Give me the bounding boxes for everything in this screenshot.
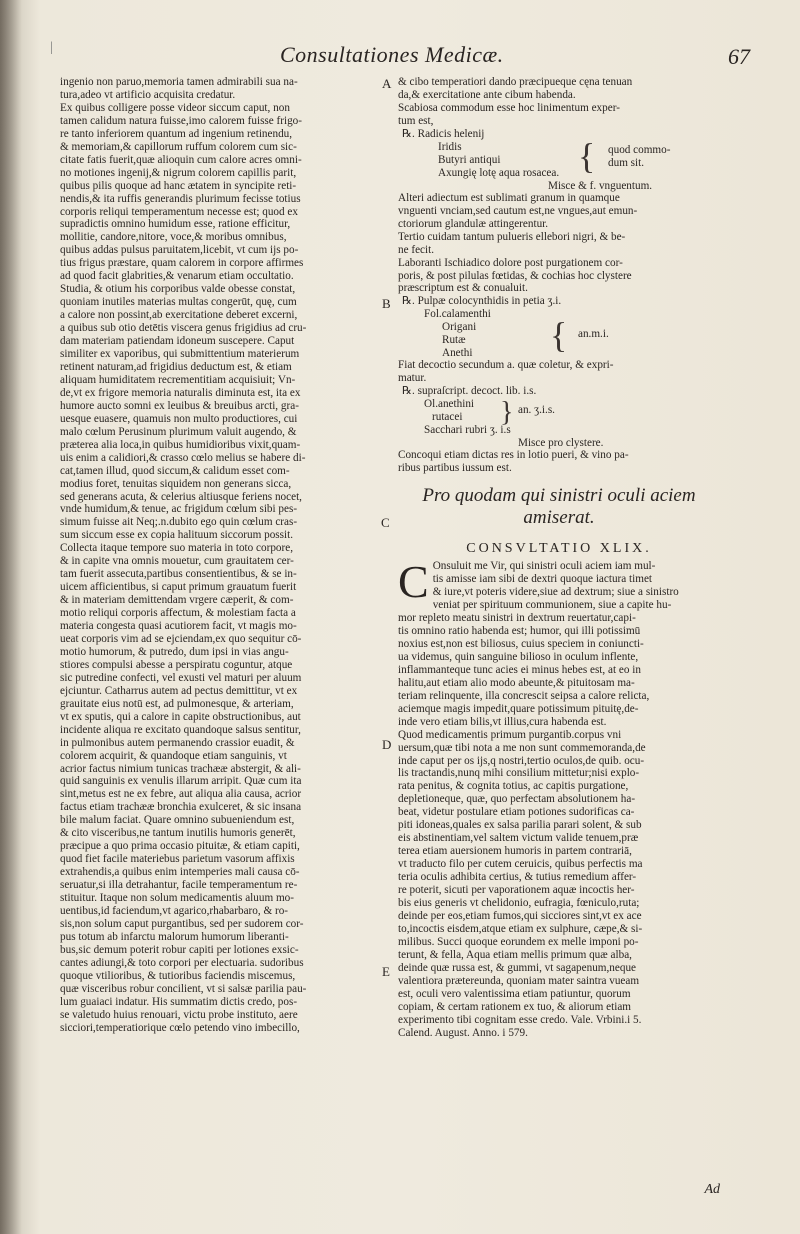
text-line: Concoqui etiam dictas res in lotio pueri, & vino pa- <box>398 449 629 462</box>
text-line: cat,tamen illud, quod siccum,& calidum esset com- <box>60 464 290 477</box>
consultation-body <box>398 556 720 1039</box>
text-line: copiam, & certam rationem ex tuo, & aliorum etiam <box>398 1000 631 1013</box>
recipe-note: an.m.i. <box>578 328 609 341</box>
text-line: quæ visceribus robur concilient, vt si salsæ parilia pau- <box>60 982 307 995</box>
text-line: Fiat decoctio secundum a. quæ coletur, & expri- <box>398 359 614 372</box>
text-line: Studia, & otium his corporibus valde obesse constat, <box>60 283 296 296</box>
text-line: pus totum ab infarctu malorum humorum liberanti- <box>60 930 289 943</box>
text-line: uicem afficientibus, si caput primum grauatum fuerit <box>60 581 297 594</box>
text-line: & cito visceribus,ne tantum inutilis humoris generēt, <box>60 827 296 840</box>
text-line: poris, & post pilulas fœtidas, & cochias hoc clystere <box>398 269 632 282</box>
text-line: deinde per eos,etiam fumos,qui sicciores sint,vt ex ace <box>398 909 642 922</box>
text-line: inde caput per os ijs,q nostri,tertio oculos,de quib. ocu- <box>398 754 645 767</box>
text-line: ejciuntur. Catharrus autem ad pectus demittitur, vt ex <box>60 684 298 697</box>
margin-letter-a: A <box>382 76 392 91</box>
text-line: bus,sic demum poterit robur capiti per lotiones exsic- <box>60 943 299 956</box>
text-line: quibus addas pulsus paruitatem,licebit, vt cum ijs po- <box>60 244 299 257</box>
consultation-lines <box>398 556 720 1039</box>
text-line: modius foret, tenuitas siquidem non generans sicca, <box>60 477 292 490</box>
brace-icon: { <box>578 135 596 176</box>
running-title: Consultationes Medicæ. <box>280 42 504 67</box>
text-line: factus etiam trachææ bronchia exulceret, & sic insana <box>60 801 302 814</box>
text-line: experimento tibi cognitam esse credo. Vale. Vrbini.i 5. <box>398 1013 642 1026</box>
text-line: tum est, <box>398 114 434 127</box>
text-line: tamen calidum natura fuisse,imo calorem fuisse frigo- <box>60 114 303 127</box>
recipe-ingredient: rutacei <box>432 411 463 424</box>
text-line: ne fecit. <box>398 243 435 256</box>
text-line: stituitur. Itaque non solum medicamentis aluum mo- <box>60 892 294 905</box>
text-line: & in materiam demittendam vrgere cæperit, & com- <box>60 594 294 607</box>
recipe-ingredient: Rutæ <box>442 334 466 347</box>
text-line: se valetudo huius renouari, victu probe instituto, aere <box>60 1008 298 1021</box>
recipe-rx-line: ℞. supraſcript. decoct. lib. i.s. <box>402 385 537 398</box>
text-line: similiter ex vaporibus, qui submittentium materierum <box>60 348 300 361</box>
recipe-finish: Misce pro clystere. <box>518 437 604 450</box>
text-line: vnguenti vnciam,sed cautum est,ne vngues,aut emun- <box>398 204 638 217</box>
recipe-ingredient: Axungię lotę aqua rosacea. <box>438 166 560 179</box>
text-line: corporis reliqui temperamentum necesse est; quod ex <box>60 205 298 218</box>
text-line: bis eius generis vt chelidonio, eufragia, fœniculo,ruta; <box>398 896 640 909</box>
left-column <box>60 76 378 1035</box>
text-line: quoniam inutiles materias multas congerūt, quę, cum <box>60 296 297 309</box>
recipe-finish: Misce & f. vnguentum. <box>548 179 653 192</box>
recipe-ingredient: Butyri antiqui <box>438 153 501 166</box>
margin-letter-c: C <box>381 515 390 530</box>
text-line: cantes adiungi,& toto corpori per electuaria. sudoribus <box>60 956 304 969</box>
text-line: Collecta itaque tempore suo materia in toto corpore, <box>60 542 293 555</box>
text-line: Ex quibus colligere posse videor siccum caput, non <box>60 101 290 114</box>
text-line: eis abstinentiam,vel saltem victum valide tenuem,præ <box>398 832 639 845</box>
text-line: da,& exercitatione ante cibum habenda. <box>398 88 576 101</box>
text-line: motio humorum, & putredo, dum ipsi in vias angu- <box>60 645 289 658</box>
drop-capital: C <box>398 556 429 608</box>
recipe-note: quod commo- <box>608 143 671 156</box>
text-line: a quibus sub otio detētis viscera genus frigidius ad cru- <box>60 322 307 335</box>
text-line: bile malum faciat. Quare omnino subueniendum est, <box>60 814 295 827</box>
text-line: inflammanteque tunc acies ei minus hebes est, at eo in <box>398 663 641 676</box>
text-line: aliquam humiditatem recrementitiam acquisiuit; Vn- <box>60 373 296 386</box>
text-line: deinde quæ russa est, & gummi, vt sagapenum,neque <box>398 961 637 974</box>
text-line: ingenio non paruo,memoria tamen admirabili sua na- <box>60 76 298 88</box>
text-line: milibus. Succi quoque eorundem ex melle imponi po- <box>398 935 639 948</box>
text-line: piti idoneas,quales ex salsa parilia parari solent, & sub <box>398 819 642 832</box>
text-line: uentibus,id faciendum,vt agarico,rhabarbaro, & ro- <box>60 905 289 917</box>
text-line: colorem acquirit, & quandoque etiam sanguinis, vt <box>60 749 287 762</box>
text-line: grauitate eius notū est, ad pulmonesque, & arteriam, <box>60 697 294 710</box>
text-line: sis,non solum caput purgantibus, sed per sudorem cor- <box>60 917 304 930</box>
text-line: tam fuerit assecuta,partibus consentientibus, & se in- <box>60 568 297 581</box>
text-line: simum fuisse ait Neq;.n.dubito ego quin cœlum cras- <box>60 516 298 529</box>
text-line: a calore non possint,ab exercitatione deberet excerni, <box>60 309 298 322</box>
text-line: Tertio cuidam tantum pulueris ellebori nigri, & be- <box>398 230 626 243</box>
text-line: aciemque magis impedit,quare potissimum pituitę,de- <box>398 702 639 715</box>
text-line: uis enim a calidiori,& crasso cœlo melius se habere di- <box>60 451 306 464</box>
text-line: sum siccum esse ex copia halituum siccorum possit. <box>60 529 294 542</box>
text-line: terea etiam auersionem humoris in partem contrariā, <box>398 845 632 858</box>
text-line: quod fiet facile materiebus parietum vasorum affixis <box>60 853 295 866</box>
corner-mark: | <box>50 40 53 55</box>
recipe-ingredient: Sacchari rubri ʒ. i.s <box>424 424 511 437</box>
text-line: Alteri adiectum est sublimati granum in quamque <box>398 191 620 204</box>
text-line: vnde humidum,& tenue, ac frigidum cœlum sibi pes- <box>60 503 298 516</box>
text-line: re tanto inferiorem quantum ad ingenium retinendu, <box>60 127 293 140</box>
text-line: in pulmonibus autem permanendo crassior euadit, & <box>60 736 295 749</box>
recipe-note: an. ʒ.i.s. <box>518 404 555 417</box>
text-line: mor repleto meatu sinistri in dextrum reuertatur,capi- <box>398 612 636 625</box>
text-line: noxius est,non est biliosus, cuius speciem in coniuncti- <box>398 637 644 650</box>
text-line: lum guaiaci indatur. His summatim dictis credo, pos- <box>60 995 298 1008</box>
text-line: & in capite vna omnis mouetur, cum grauitatem cer- <box>60 555 294 568</box>
right-column <box>398 76 720 1039</box>
brace-icon: } <box>500 397 514 429</box>
text-line: Quod medicamentis primum purgantib.corpus vni <box>398 728 622 741</box>
text-line: Laboranti Ischiadico dolore post purgationem cor- <box>398 256 623 269</box>
recipe-liniment <box>398 128 720 192</box>
recipe-ingredient: Fol.calamenthi <box>424 308 491 321</box>
text-line: tis amisse iam sibi de dextri quoque iactura timet <box>432 573 653 586</box>
text-line: sed generans acuta, & celerius altiusque feriens nocet, <box>60 490 302 503</box>
text-line: extrahendis,a quibus enim intemperies mali causa cō- <box>60 866 300 879</box>
text-line: dam materiam patiendam idoneum suscepere. Caput <box>60 335 295 348</box>
text-line: & iure,vt poteris videre,siue ad dextrum; siue a sinistro <box>432 586 679 599</box>
recipe-rx-line: ℞. Pulpæ colocynthidis in petia ʒ.i. <box>402 295 562 308</box>
margin-letter-d: D <box>382 737 392 752</box>
recipe-instruction <box>398 359 720 385</box>
recipe-ingredient: Origani <box>442 321 477 334</box>
text-line: no motiones ingenij,& nigrum colorem capillis parit, <box>60 166 297 179</box>
margin-letter-e: E <box>382 964 390 979</box>
gutter-shadow <box>0 0 22 1234</box>
text-line: tius frigus præstare, quam calorem in corpore affirmes <box>60 257 304 270</box>
text-line: quid sanguinis ex venulis illarum arripit. Quæ cum ita <box>60 775 302 788</box>
section-title-line: Pro quodam qui sinistri oculi aciem <box>422 485 696 507</box>
recipe-clyster-2 <box>398 385 720 449</box>
text-line: rata penitus, & cognita totius, ac capitis purgatione, <box>398 780 629 793</box>
text-line: teria oculis adhibita certius, & tutius remedium affer- <box>398 871 637 884</box>
text-line: depletioneque, quæ, quo perfectam absolutionem ha- <box>398 793 636 806</box>
margin-letter-b: B <box>382 296 391 311</box>
text-line: matur. <box>398 372 427 385</box>
text-line: vt ex sputis, qui a calore in capite obstructionibus, aut <box>60 710 301 723</box>
text-line: ribus partibus iussum est. <box>398 462 512 475</box>
page-number: 67 <box>728 44 750 69</box>
text-line: humore aucto somni ex leuibus & breuibus arcti, gra- <box>60 399 299 412</box>
text-line: Onsuluit me Vir, qui sinistri oculi aciem iam mul- <box>432 560 656 573</box>
recipe-rx-line: ℞. Radicis helenij <box>402 127 485 140</box>
text-line: uesque euasere, quamuis non multo productiores, cui <box>60 412 298 425</box>
text-line: præterea alia loca,in quibus humidioribus vixit,quam- <box>60 438 301 451</box>
right-after-recipes <box>398 449 720 475</box>
recipe-ingredient: Ol.anethini <box>424 398 475 411</box>
text-line: quibus pilis quoque ad hanc ætatem in syncipite reti- <box>60 179 297 192</box>
text-line: & memoriam,& capillorum ruffum colorem cum sic- <box>60 140 297 153</box>
consultation-heading: CONSVLTATIO XLIX. <box>466 541 652 557</box>
text-line: lis tractandis,nunq mihi consilium mittetur;nisi explo- <box>398 767 640 780</box>
text-line: præscriptum est & conualuit. <box>398 282 528 295</box>
text-line: acrior factus nimium tunicas trachææ abstergit, & ali- <box>60 762 301 775</box>
text-line: tura,adeo vt artificio acquisita credatur. <box>60 88 236 101</box>
text-line: ueat corporis vim ad se ejciendam,ex quo sequitur cō- <box>60 632 302 645</box>
text-line: ad quod facit glabrities,& venarum etiam occultatio. <box>60 270 294 283</box>
text-line: præcipue a quo prima occasio pituitæ, & etiam capiti, <box>60 840 300 853</box>
text-line: beat, videtur postulare etiam potiones sudorificas ca- <box>398 806 635 819</box>
brace-icon: { <box>550 315 568 356</box>
right-intro <box>398 76 720 128</box>
text-line: supradictis omnino humidum esse, ratione efficitur, <box>60 218 291 231</box>
text-line: Calend. August. Anno. i 579. <box>398 1026 528 1039</box>
text-line: sic putredine confecti, vel exusti vel maturi per aluum <box>60 671 302 684</box>
text-line: retinent naturam,ad frigidius deductum est, & etiam <box>60 360 292 373</box>
recipe-ingredient: Anethi <box>442 347 473 360</box>
text-line: teriam relinquente, illa concrescit seipsa a calore relicta, <box>398 689 650 702</box>
recipe-note: dum sit. <box>608 156 645 169</box>
text-line: citate fatis fuerit,quæ alioquin cum calore acres omni- <box>60 153 302 166</box>
catchword: Ad <box>704 1182 720 1197</box>
text-line: sint,metus est ne ex febre, aut aliqua alia causa, acrior <box>60 788 302 801</box>
text-line: seruatur,si illa detrahantur, facile temperamentum re- <box>60 879 298 892</box>
text-line: est, oculi vero valentissima etiam patiuntur, quorum <box>398 987 631 1000</box>
text-line: vt traducto filo per cutem ceruicis, quibus perfectis ma <box>398 858 643 871</box>
text-line: halitu,aut etiam alio modo abeunte,& pituitosam ma- <box>398 676 635 689</box>
text-line: mollitie, candore,nitore, voce,& moribus omnibus, <box>60 231 287 244</box>
text-line: Scabiosa commodum esse hoc linimentum exper- <box>398 101 620 114</box>
text-line: inde vero etiam bilis,vt illius,cura habenda est. <box>398 715 607 728</box>
text-line: ua videmus, quin sanguine bilioso in oculum inflente, <box>398 650 639 663</box>
text-line: sicciori,temperatiorique cœlo petendo vino imbecillo, <box>60 1021 300 1034</box>
text-line: valentiora prætereunda, quoniam mater saintra vueam <box>398 974 640 987</box>
text-line: materia congesta quasi acutiorem facit, vt magis mo- <box>60 620 297 633</box>
section-title-line: amiserat. <box>523 507 595 529</box>
right-middle <box>398 192 720 296</box>
section-title <box>398 485 720 529</box>
text-line: quoque vtilioribus, & tutioribus faciendis miscemus, <box>60 969 296 982</box>
text-line: malo cœlum Perusinum plurimum valuit augendo, & <box>60 425 297 438</box>
page-header <box>30 40 770 74</box>
text-line: uersum,quæ tibi nota a me non sunt commemoranda,de <box>398 741 646 754</box>
text-line: stiores compulsi abesse a perspiratu coguntur, atque <box>60 658 293 671</box>
text-line: de,vt ex frigore memoria naturalis diminuta est, ita ex <box>60 386 301 399</box>
text-line: tis omnino ratio habenda est; humor, qui illi potissimū <box>398 624 641 637</box>
text-line: to,incoctis eisdem,atque etiam ex sulphure, cæpe,& si- <box>398 922 643 935</box>
text-line: nendis,& ita ruffis generandis plurimum fecisse totius <box>60 192 301 205</box>
text-line: re poterit, sicuti per vaporationem aquæ incoctis her- <box>398 884 635 897</box>
text-line: motio reliqui corporis affectum, & molestiam facta a <box>60 607 296 620</box>
recipe-clyster <box>398 295 720 359</box>
text-line: terunt, & fella, Aqua etiam mellis primum quæ alba, <box>398 948 632 961</box>
text-line: ctoriorum glandulæ attingerentur. <box>398 217 549 230</box>
text-line: incidente aliqua re excitato quandoque salsus sentitur, <box>60 723 301 736</box>
text-line: & cibo temperatiori dando præcipueque cęna tenuan <box>398 76 633 88</box>
text-line: veniat per spirituum communionem, siue a capite hu- <box>432 599 672 612</box>
recipe-ingredient: Iridis <box>438 140 462 153</box>
